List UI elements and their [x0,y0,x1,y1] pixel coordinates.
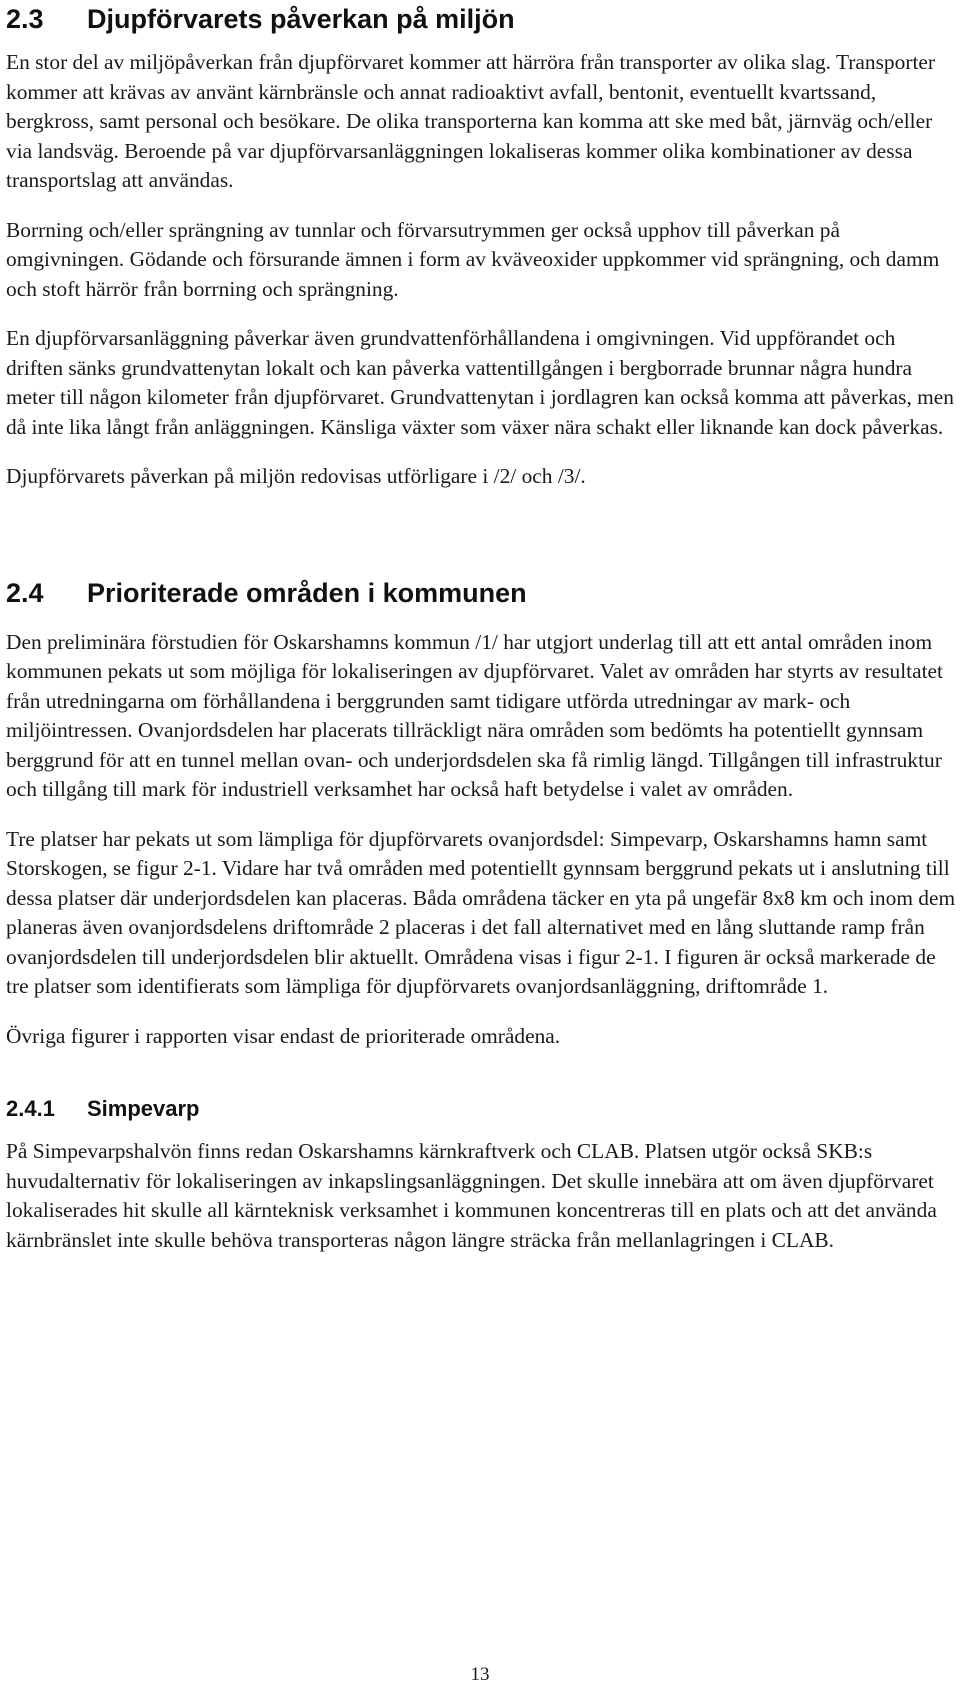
paragraph: Tre platser har pekats ut som lämpliga för djupförvarets ovanjordsdel: Simpevarp, Oskarshamns hamn samt Storskogen, se figur 2-1. Vidare har två områden med potentiellt gynnsam berggrund pekats ut i anslutning till dessa platser där underjordsdelen kan placeras. Båda områdena täcker en yta på ungefär 8x8 km och inom dem planeras även ovanjordsdelens driftområde 2 placeras i det fall alternativet med en lång sluttande ramp från ovanjordsdelen till underjordsdelen blir aktuellt. Områdena visas i figur 2-1. I figuren är också markerade de tre platser som identifierats som lämpliga för djupförvarets ovanjordsanläggning, driftområde 1. [6,826,956,998]
section-title: Prioriterade områden i kommunen [87,577,527,608]
section-number: 2.3 [6,4,44,34]
section-heading-2-3 [6,2,956,36]
section-title: Simpevarp [87,1096,200,1121]
paragraph: Borrning och/eller sprängning av tunnlar och förvarsutrymmen ger också upphov till påverkan på omgivningen. Gödande och försurande ämnen i form av kväveoxider uppkommer vid sprängning, och damm och stoft härrör från borrning och sprängning. [6,217,940,301]
section-heading-2-4-1 [6,1095,956,1123]
paragraph: Övriga figurer i rapporten visar endast de prioriterade områdena. [6,1023,561,1048]
page-number: 13 [470,1664,490,1685]
paragraph: En djupförvarsanläggning påverkar även grundvattenförhållandena i omgivningen. Vid uppförandet och driften sänks grundvattenytan lokalt och kan påverka vattentillgången i bergborrade brunnar några hundra meter till någon kilometer från djupförvaret. Grundvattenytan i jordlagren kan också komma att påverkas, men då inte lika långt från anläggningen. Känsliga växter som växer nära schakt eller liknande kan dock påverkas. [6,326,954,439]
section-number: 2.4 [6,577,44,608]
paragraph: På Simpevarpshalvön finns redan Oskarshamns kärnkraftverk och CLAB. Platsen utgör också SKB:s huvudalternativ för lokaliseringen av inkapslingsanläggningen. Det skulle innebära att om även djupförvaret lokaliserades hit skulle all kärnteknisk verksamhet i kommunen koncentreras till en plats och att det använda kärnbränslet inte skulle behöva transporteras någon längre sträcka från mellanlagringen i CLAB. [6,1139,937,1252]
section-heading-2-4 [6,576,956,610]
paragraph: En stor del av miljöpåverkan från djupförvaret kommer att härröra från transporter av olika slag. Transporter kommer att krävas av använt kärnbränsle och annat radioaktivt avfall, bentonit, eventuellt kvartssand, bergkross, samt personal och besökare. De olika transporterna kan komma att ske med båt, järnväg och/eller via landsväg. Beroende på var djupförvarsanläggningen lokaliseras kommer olika kombinationer av dessa transportslag att användas. [6,50,935,192]
section-title: Djupförvarets påverkan på miljön [87,4,515,34]
section-number: 2.4.1 [6,1096,55,1121]
document-page [6,0,956,1255]
paragraph: Djupförvarets påverkan på miljön redovisas utförligare i /2/ och /3/. [6,464,586,488]
paragraph: Den preliminära förstudien för Oskarshamns kommun /1/ har utgjort underlag till att ett antal områden inom kommunen pekats ut som möjliga för lokaliseringen av djupförvaret. Valet av områden har styrts av resultatet från utredningarna om förhållandena i berggrunden samt tidigare utförda utredningar av mark- och miljöintressen. Ovanjordsdelen har placerats tillräckligt nära områden som bedömts ha potentiellt gynnsam berggrund för att en tunnel mellan ovan- och underjordsdelen ska få rimlig längd. Tillgången till infrastruktur och tillgång till mark för industriell verksamhet har också haft betydelse i valet av områden. [6,629,943,801]
